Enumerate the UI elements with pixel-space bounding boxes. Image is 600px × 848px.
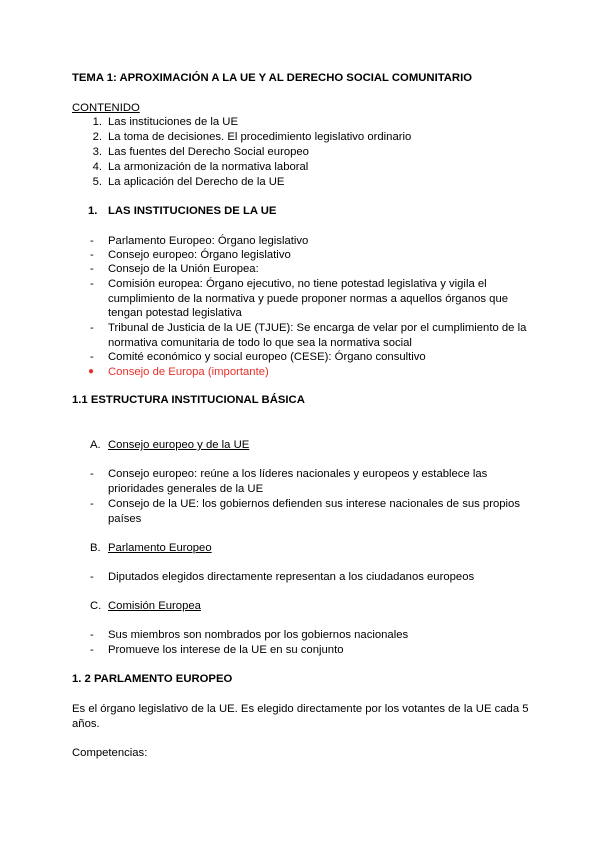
section-1-2-heading: 1. 2 PARLAMENTO EUROPEO	[72, 673, 233, 685]
toc-number: 3.	[92, 146, 102, 158]
document-title: TEMA 1: APROXIMACIÓN A LA UE Y AL DERECHO SOCIAL COMUNITARIO	[72, 72, 473, 84]
list-item: Comité económico y social europeo (CESE): Órgano consultivo	[108, 351, 426, 363]
contenido-heading: CONTENIDO	[72, 102, 140, 114]
toc-number: 1.	[92, 116, 102, 128]
toc-number: 2.	[92, 131, 102, 143]
dash-bullet: -	[90, 322, 94, 334]
toc-text: La aplicación del Derecho de la UE	[108, 176, 285, 188]
competencias-label: Competencias:	[72, 747, 148, 759]
dash-bullet: -	[90, 278, 94, 290]
red-dot-icon: ●	[88, 366, 95, 377]
list-item: Consejo europeo: reúne a los líderes nacionales y europeos y establece las prioridades generales de la UE	[108, 468, 488, 495]
list-item: Consejo de la UE: los gobiernos defienden sus interese nacionales de sus propios países	[108, 498, 520, 525]
section-1-1-heading: 1.1 ESTRUCTURA INSTITUCIONAL BÁSICA	[72, 394, 305, 406]
dash-bullet: -	[90, 644, 94, 656]
dash-bullet: -	[90, 571, 94, 583]
dash-bullet: -	[90, 263, 94, 275]
dash-bullet: -	[90, 468, 94, 480]
toc-text: Las instituciones de la UE	[108, 116, 238, 128]
subsection-c-title: Comisión Europea	[108, 600, 201, 612]
list-item: Parlamento Europeo: Órgano legislativo	[108, 235, 309, 247]
section-1-heading: LAS INSTITUCIONES DE LA UE	[108, 205, 277, 217]
dash-bullet: -	[90, 629, 94, 641]
subsection-a-title: Consejo europeo y de la UE	[108, 439, 250, 451]
list-item: Consejo de la Unión Europea:	[108, 263, 259, 275]
list-item: Diputados elegidos directamente representan a los ciudadanos europeos	[108, 571, 475, 583]
list-item: Consejo europeo: Órgano legislativo	[108, 249, 291, 261]
toc-text: La toma de decisiones. El procedimiento legislativo ordinario	[108, 131, 412, 143]
list-item: Tribunal de Justicia de la UE (TJUE): Se encarga de velar por el cumplimiento de la normativa comunitaria de todo lo que sea la normativa social	[108, 322, 527, 349]
dash-bullet: -	[90, 235, 94, 247]
dash-bullet: -	[90, 249, 94, 261]
toc-text: Las fuentes del Derecho Social europeo	[108, 146, 309, 158]
section-1-number: 1.	[88, 205, 98, 217]
list-item: Promueve los interese de la UE en su conjunto	[108, 644, 344, 656]
subsection-b-title: Parlamento Europeo	[108, 542, 212, 554]
dash-bullet: -	[90, 351, 94, 363]
subsection-letter: C.	[90, 600, 102, 612]
toc-text: La armonización de la normativa laboral	[108, 161, 309, 173]
body-paragraph: Es el órgano legislativo de la UE. Es elegido directamente por los votantes de la UE cada 5 años.	[72, 703, 529, 730]
subsection-letter: B.	[90, 542, 101, 554]
highlight-item: Consejo de Europa (importante)	[108, 366, 269, 378]
list-item: Sus miembros son nombrados por los gobiernos nacionales	[108, 629, 409, 641]
toc-number: 5.	[92, 176, 102, 188]
list-item: Comisión europea: Órgano ejecutivo, no tiene potestad legislativa y vigila el cumplimiento de la normativa y puede proponer normas a aquellos órganos que tengan potestad legislativa	[108, 278, 509, 320]
toc-number: 4.	[92, 161, 102, 173]
subsection-letter: A.	[90, 439, 101, 451]
dash-bullet: -	[90, 498, 94, 510]
